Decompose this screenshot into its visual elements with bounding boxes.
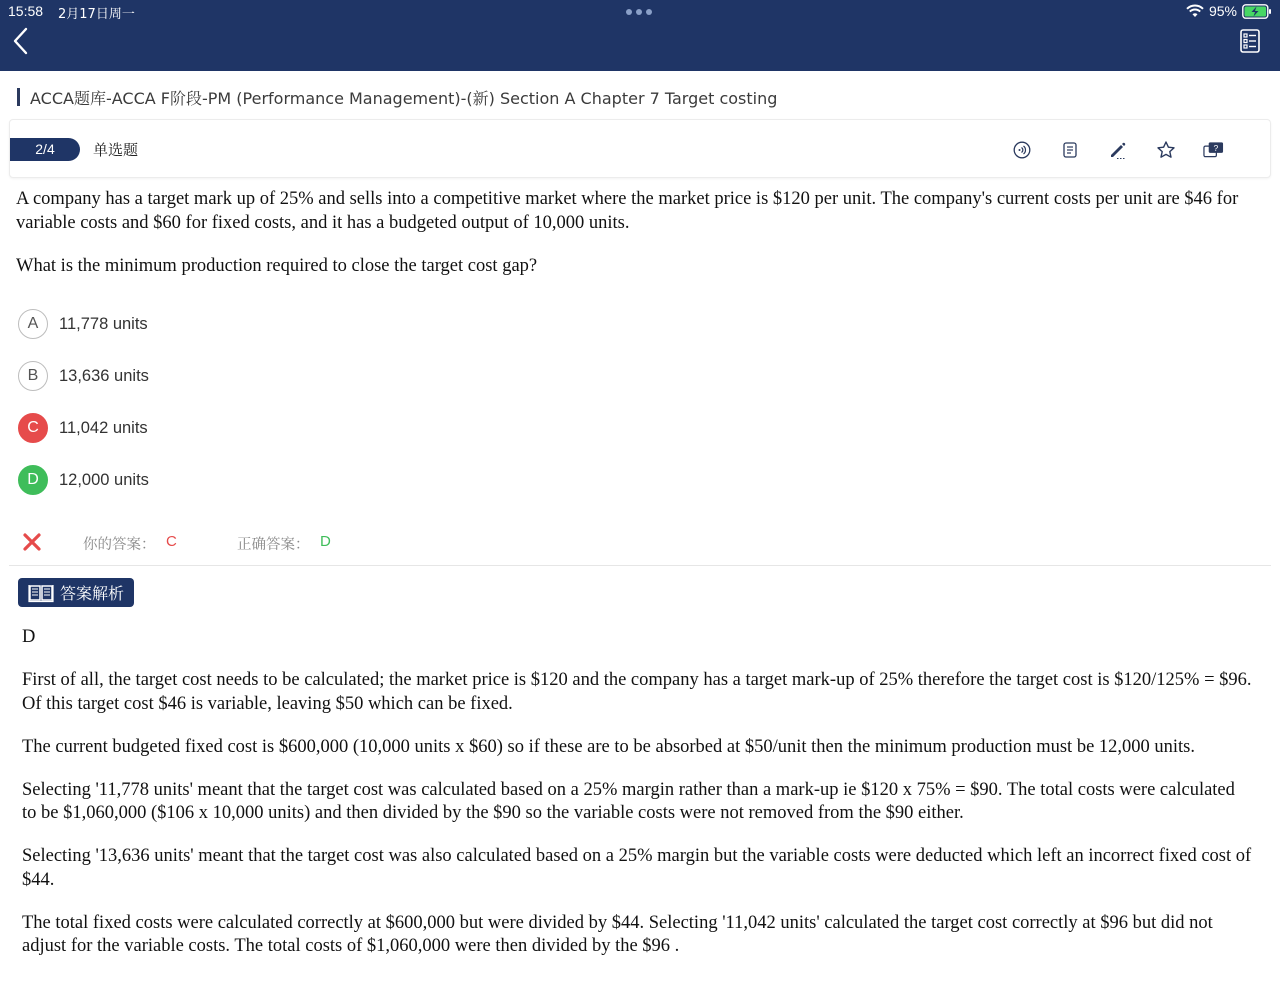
- note-button[interactable]: [1059, 139, 1080, 160]
- audio-icon: [1013, 141, 1031, 159]
- option-label: 13,636 units: [59, 366, 149, 385]
- correct-answer-value: D: [320, 533, 331, 550]
- correct-answer-label: 正确答案：: [237, 537, 310, 553]
- status-indicators: [1186, 3, 1272, 19]
- book-icon: [28, 583, 54, 603]
- wifi-icon: [1186, 4, 1204, 18]
- edit-icon: [1108, 140, 1128, 160]
- option-c[interactable]: [18, 413, 148, 443]
- explanation-paragraph: First of all, the target cost needs to be calculated; the market price is $120 and the company has a target mark-up of 25% therefore the target cost is $120/125% = $96. Of this target cost $46 is variable, leaving $50 which can be fixed.: [22, 670, 1252, 714]
- question-prompt: What is the minimum production required to close the target cost gap?: [16, 256, 538, 276]
- explanation-badge-label: 答案解析: [60, 584, 125, 603]
- back-button[interactable]: [10, 26, 32, 56]
- option-letter-badge-wrong: C: [18, 413, 48, 443]
- section-divider: [9, 565, 1271, 566]
- option-letter-badge: B: [18, 361, 48, 391]
- favorite-button[interactable]: [1155, 139, 1176, 160]
- page-title: ACCA题库-ACCA F阶段-PM (Performance Management)-(新) Section A Chapter 7 Target costing: [30, 88, 778, 108]
- svg-text:?: ?: [1213, 142, 1219, 153]
- list-icon: [1240, 29, 1260, 53]
- option-label: 12,000 units: [59, 470, 149, 489]
- option-b[interactable]: [18, 361, 149, 391]
- option-d[interactable]: [18, 465, 149, 495]
- chevron-left-icon: [10, 26, 32, 56]
- explanation-paragraph: The current budgeted fixed cost is $600,000 (10,000 units x $60) so if these are to be absorbed at $50/unit then the minimum production must be 12,000 units.: [22, 736, 1196, 757]
- title-accent-bar: [17, 88, 20, 106]
- explanation-paragraph: The total fixed costs were calculated correctly at $600,000 but were divided by $44. Selecting '11,042 units' calculated the target cost correctly at $96 but did not adjust for the variable costs. The total costs of $1,060,000 were then divided by the $96 .: [22, 912, 1213, 956]
- explanation-badge: [18, 578, 134, 607]
- status-date: 2月17日周一: [58, 7, 135, 22]
- top-header-bar: [0, 0, 1280, 71]
- feedback-button[interactable]: [1203, 139, 1224, 160]
- question-header-card: [9, 119, 1271, 178]
- star-icon: [1156, 140, 1176, 160]
- your-answer-label: 你的答案：: [83, 537, 156, 553]
- option-letter-badge: A: [18, 309, 48, 339]
- note-icon: [1061, 141, 1079, 159]
- your-answer-value: C: [166, 533, 177, 550]
- explanation-paragraph: Selecting '11,778 units' meant that the target cost was calculated based on a 25% margin rather than a mark-up ie $120 x 75% = $90. The total costs were calculated to be $1,060,000 ($106 x 10,000 units) and then divided by the $90 so the variable costs were not removed from the $90 either.: [22, 779, 1235, 823]
- option-label: 11,778 units: [59, 314, 148, 333]
- status-time: 15:58: [8, 3, 44, 19]
- question-list-button[interactable]: [1240, 29, 1260, 53]
- multitask-dots-icon[interactable]: [626, 9, 652, 15]
- explanation-paragraph: Selecting '13,636 units' meant that the target cost was also calculated based on a 25% margin but the variable costs were deducted which left an incorrect fixed cost of $44.: [22, 846, 1252, 890]
- answer-result: [22, 531, 1262, 553]
- question-toolbar: [1011, 139, 1224, 160]
- wrong-cross-icon: [22, 532, 42, 552]
- audio-button[interactable]: [1011, 139, 1032, 160]
- question-type-label: 单选题: [93, 141, 139, 159]
- option-letter-badge-correct: D: [18, 465, 48, 495]
- explanation-body: [22, 626, 1252, 978]
- edit-button[interactable]: [1107, 139, 1128, 160]
- explanation-answer: D: [22, 627, 36, 647]
- battery-charging-icon: [1242, 4, 1272, 19]
- feedback-icon: [1203, 141, 1224, 159]
- option-label: 11,042 units: [59, 418, 148, 437]
- question-index-badge: 2/4: [10, 138, 80, 161]
- option-a[interactable]: [18, 309, 148, 339]
- question-text: A company has a target mark up of 25% and sells into a competitive market where the market price is $120 per unit. The company's current costs per unit are $46 for variable costs and $60 for fixed costs, and it has a budgeted output of 10,000 units.: [16, 189, 1239, 233]
- page-title-bar: [17, 86, 777, 108]
- battery-percent: 95%: [1208, 3, 1237, 19]
